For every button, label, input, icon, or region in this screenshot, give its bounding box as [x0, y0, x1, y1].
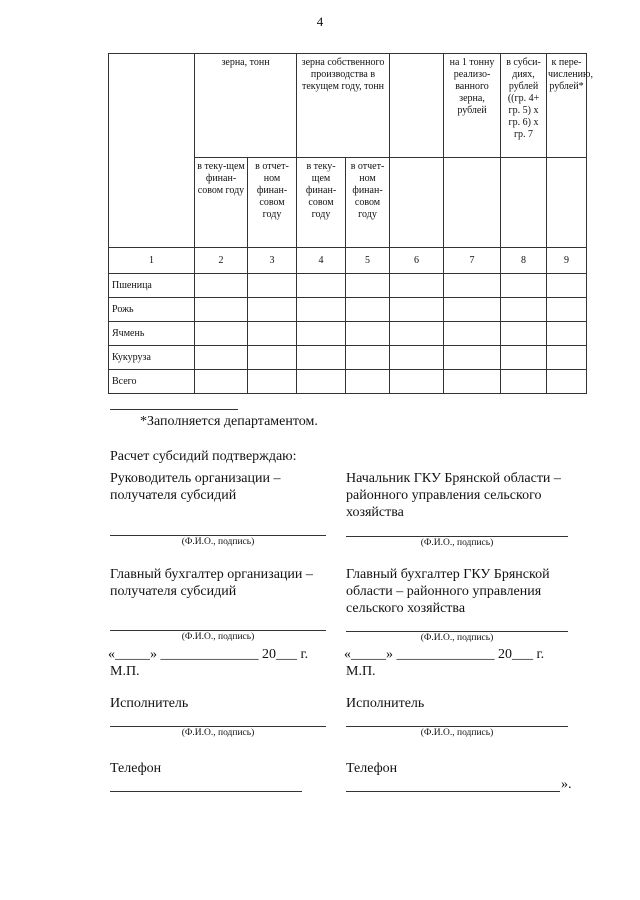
table-cell[interactable]	[444, 370, 501, 394]
table-cell[interactable]	[248, 322, 297, 346]
left-date-line[interactable]: «_____» ______________ 20___ г.	[108, 647, 309, 662]
table-cell[interactable]	[195, 298, 248, 322]
table-cell[interactable]	[297, 370, 346, 394]
table-cell[interactable]	[248, 346, 297, 370]
left-stamp-mark: М.П.	[110, 664, 140, 679]
right-phone-label: Телефон	[346, 761, 398, 776]
right-executor-caption: (Ф.И.О., подпись)	[420, 728, 494, 738]
table-cell[interactable]	[297, 298, 346, 322]
table-cell[interactable]	[195, 346, 248, 370]
header-cell: к пере-числению, рублей*	[547, 54, 587, 158]
column-number-row	[109, 248, 587, 274]
table-cell[interactable]	[390, 274, 444, 298]
table-cell[interactable]	[547, 370, 587, 394]
table-cell[interactable]	[390, 322, 444, 346]
left-phone-label: Телефон	[110, 761, 162, 776]
table-cell[interactable]	[501, 274, 547, 298]
header-cell	[390, 54, 444, 158]
table-cell[interactable]	[297, 274, 346, 298]
table-row	[109, 370, 587, 394]
right-accountant-signature-line[interactable]	[346, 631, 568, 632]
subheader-cell: в отчет-ном финан-совом году	[248, 158, 297, 248]
subheader-cell	[390, 158, 444, 248]
table-row	[109, 298, 587, 322]
table-cell[interactable]	[501, 370, 547, 394]
table-cell[interactable]	[195, 274, 248, 298]
header-cell: на 1 тонну реализо-ванного зерна, рублей	[444, 54, 501, 158]
table-cell[interactable]	[444, 346, 501, 370]
header-row-top	[109, 54, 587, 158]
subheader-cell	[501, 158, 547, 248]
right-executor-signature-line[interactable]	[346, 726, 568, 727]
left-phone-line[interactable]	[110, 791, 302, 792]
footnote-rule	[110, 409, 238, 410]
table-cell[interactable]	[390, 346, 444, 370]
table-cell[interactable]	[547, 346, 587, 370]
table-row	[109, 346, 587, 370]
confirm-text: Расчет субсидий подтверждаю:	[110, 449, 297, 464]
col-number: 3	[248, 248, 297, 274]
table-cell[interactable]	[346, 274, 390, 298]
col-number: 6	[390, 248, 444, 274]
col-number: 5	[346, 248, 390, 274]
row-label: Ячмень	[109, 322, 195, 346]
header-cell: зерна собственного производства в текущем году, тонн	[297, 54, 390, 158]
subheader-cell: в теку-щем финан-совом году	[297, 158, 346, 248]
header-cell: зерна, тонн	[195, 54, 297, 158]
row-label: Всего	[109, 370, 195, 394]
right-head-caption: (Ф.И.О., подпись)	[420, 538, 494, 548]
table-cell[interactable]	[346, 322, 390, 346]
table-cell[interactable]	[195, 322, 248, 346]
left-accountant-title: Главный бухгалтер организации – получателя субсидий	[110, 567, 313, 599]
left-executor-caption: (Ф.И.О., подпись)	[181, 728, 255, 738]
right-head-title: Начальник ГКУ Брянской области – районного управления сельского хозяйства	[346, 471, 561, 520]
col-number: 1	[109, 248, 195, 274]
left-head-title: Руководитель организации – получателя субсидий	[110, 471, 281, 503]
right-phone-end: ».	[561, 777, 572, 792]
col-number: 7	[444, 248, 501, 274]
table-cell[interactable]	[444, 298, 501, 322]
subheader-cell: в отчет-ном финан-совом году	[346, 158, 390, 248]
table-cell[interactable]	[297, 346, 346, 370]
table-cell[interactable]	[195, 370, 248, 394]
subsidy-table	[108, 53, 593, 394]
subheader-cell: в теку-щем финан-совом году	[195, 158, 248, 248]
right-date-line[interactable]: «_____» ______________ 20___ г.	[344, 647, 545, 662]
right-phone-line[interactable]	[346, 791, 560, 792]
table-cell[interactable]	[390, 298, 444, 322]
table-cell[interactable]	[346, 298, 390, 322]
table-row	[109, 274, 587, 298]
table-cell[interactable]	[248, 298, 297, 322]
header-cell: в субси-диях, рублей ((гр. 4+ гр. 5) x гр. 6) x гр. 7	[501, 54, 547, 158]
page-number: 4	[316, 14, 324, 29]
right-accountant-title: Главный бухгалтер ГКУ Брянской области – районного управления сельского хозяйства	[346, 567, 550, 616]
left-accountant-signature-line[interactable]	[110, 630, 326, 631]
left-executor-label: Исполнитель	[110, 696, 189, 711]
subheader-cell	[547, 158, 587, 248]
table-cell[interactable]	[547, 298, 587, 322]
row-label: Рожь	[109, 298, 195, 322]
table-row	[109, 322, 587, 346]
row-label: Кукуруза	[109, 346, 195, 370]
table-cell[interactable]	[444, 322, 501, 346]
col-number: 8	[501, 248, 547, 274]
table-cell[interactable]	[346, 346, 390, 370]
col-number: 2	[195, 248, 248, 274]
header-cell	[109, 54, 195, 248]
table-cell[interactable]	[501, 346, 547, 370]
table-cell[interactable]	[297, 322, 346, 346]
left-head-caption: (Ф.И.О., подпись)	[181, 537, 255, 547]
right-head-signature-line[interactable]	[346, 536, 568, 537]
col-number: 4	[297, 248, 346, 274]
table-cell[interactable]	[390, 370, 444, 394]
left-head-signature-line[interactable]	[110, 535, 326, 536]
footnote: *Заполняется департаментом.	[140, 414, 318, 429]
right-stamp-mark: М.П.	[346, 664, 376, 679]
table-cell[interactable]	[248, 370, 297, 394]
left-accountant-caption: (Ф.И.О., подпись)	[181, 632, 255, 642]
table-cell[interactable]	[501, 298, 547, 322]
table-cell[interactable]	[346, 370, 390, 394]
table-cell[interactable]	[547, 322, 587, 346]
row-label: Пшеница	[109, 274, 195, 298]
table-cell[interactable]	[444, 274, 501, 298]
right-executor-label: Исполнитель	[346, 696, 425, 711]
subheader-cell	[444, 158, 501, 248]
col-number: 9	[547, 248, 587, 274]
left-executor-signature-line[interactable]	[110, 726, 326, 727]
table-cell[interactable]	[248, 274, 297, 298]
table-cell[interactable]	[501, 322, 547, 346]
right-accountant-caption: (Ф.И.О., подпись)	[420, 633, 494, 643]
table-cell[interactable]	[547, 274, 587, 298]
